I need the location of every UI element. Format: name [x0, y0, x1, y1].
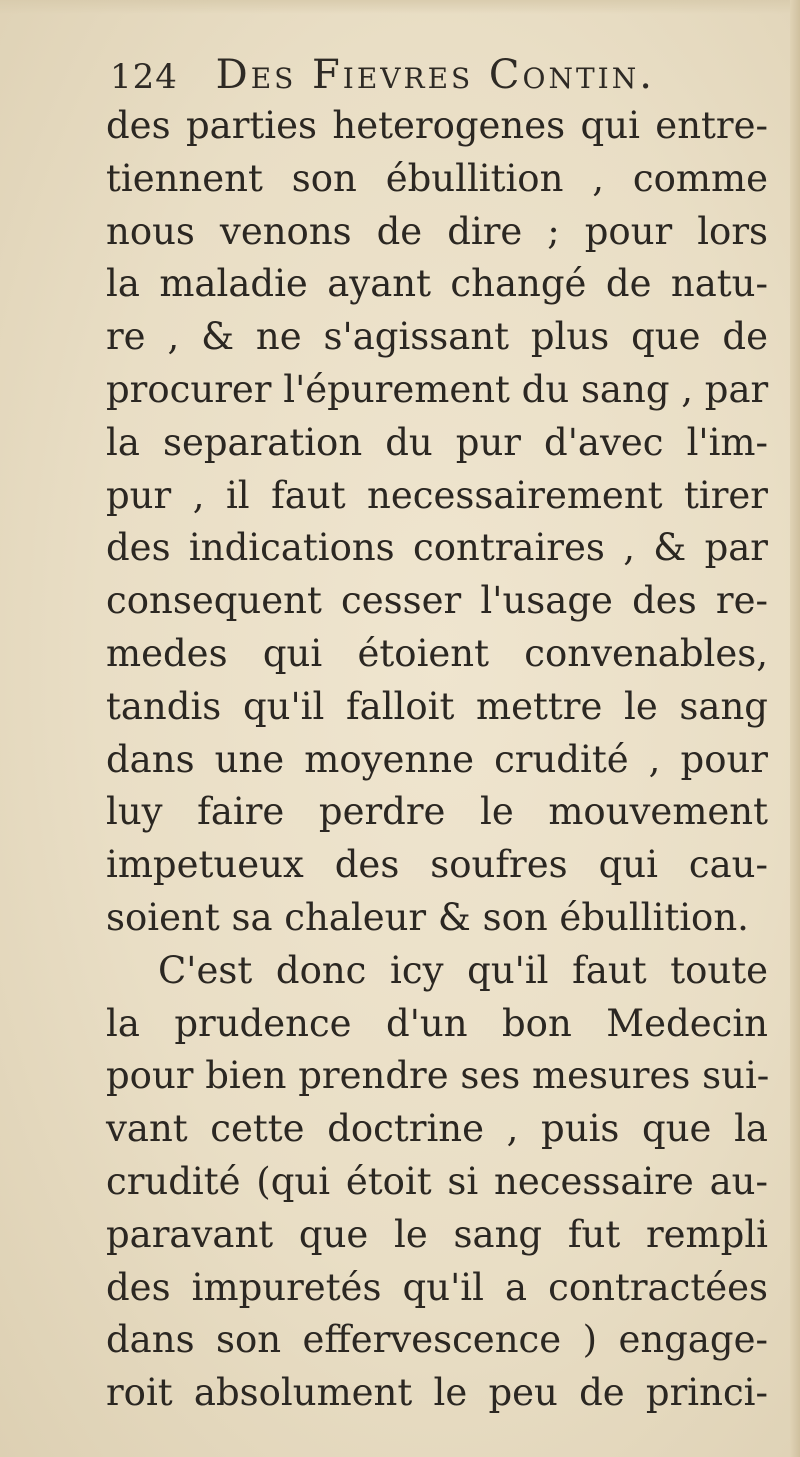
- text-line: tiennent son ébullition , comme: [106, 156, 768, 200]
- text-line: crudité (qui étoit si necessaire au-: [106, 1159, 768, 1203]
- page-header: [110, 52, 655, 104]
- text-line: des parties heterogenes qui entre-: [106, 104, 768, 147]
- text-line: paravant que le sang fut rempli: [106, 1212, 768, 1256]
- text-line: tandis qu'il falloit mettre le sang: [106, 684, 768, 728]
- text-line: procurer l'épurement du sang , par: [106, 367, 769, 411]
- text-line: dans son effervescence ) engage-: [106, 1318, 768, 1362]
- text-line: C'est donc icy qu'il faut toute: [158, 948, 768, 992]
- running-title: Des Fievres Contin.: [215, 52, 655, 98]
- text-line: des impuretés qu'il a contractées: [106, 1265, 768, 1309]
- body-text: [106, 100, 768, 1420]
- page-top-shadow: [0, 0, 800, 14]
- text-line: dans une moyenne crudité , pour: [106, 737, 768, 781]
- page-right-edge: [790, 0, 800, 1457]
- text-line: la prudence d'un bon Medecin: [106, 1001, 768, 1045]
- text-line: impetueux des soufres qui cau-: [106, 843, 768, 887]
- page-number: 124: [110, 57, 178, 97]
- text-line: re , & ne s'agissant plus que de: [106, 315, 768, 359]
- text-line: medes qui étoient convenables,: [106, 631, 768, 675]
- text-line: pur , il faut necessairement tirer: [106, 473, 768, 517]
- text-line: la separation du pur d'avec l'im-: [106, 420, 768, 464]
- text-line: vant cette doctrine , puis que la: [106, 1107, 768, 1151]
- text-line: roit absolument le peu de princi-: [106, 1371, 768, 1415]
- text-line: soient sa chaleur & son ébullition.: [106, 895, 749, 939]
- text-line: nous venons de dire ; pour lors: [106, 209, 768, 253]
- text-line: consequent cesser l'usage des re-: [106, 579, 768, 623]
- text-line: des indications contraires , & par: [106, 526, 768, 570]
- text-line: pour bien prendre ses mesures sui-: [106, 1054, 770, 1098]
- text-line: luy faire perdre le mouvement: [106, 790, 768, 834]
- text-line: la maladie ayant changé de natu-: [106, 262, 768, 306]
